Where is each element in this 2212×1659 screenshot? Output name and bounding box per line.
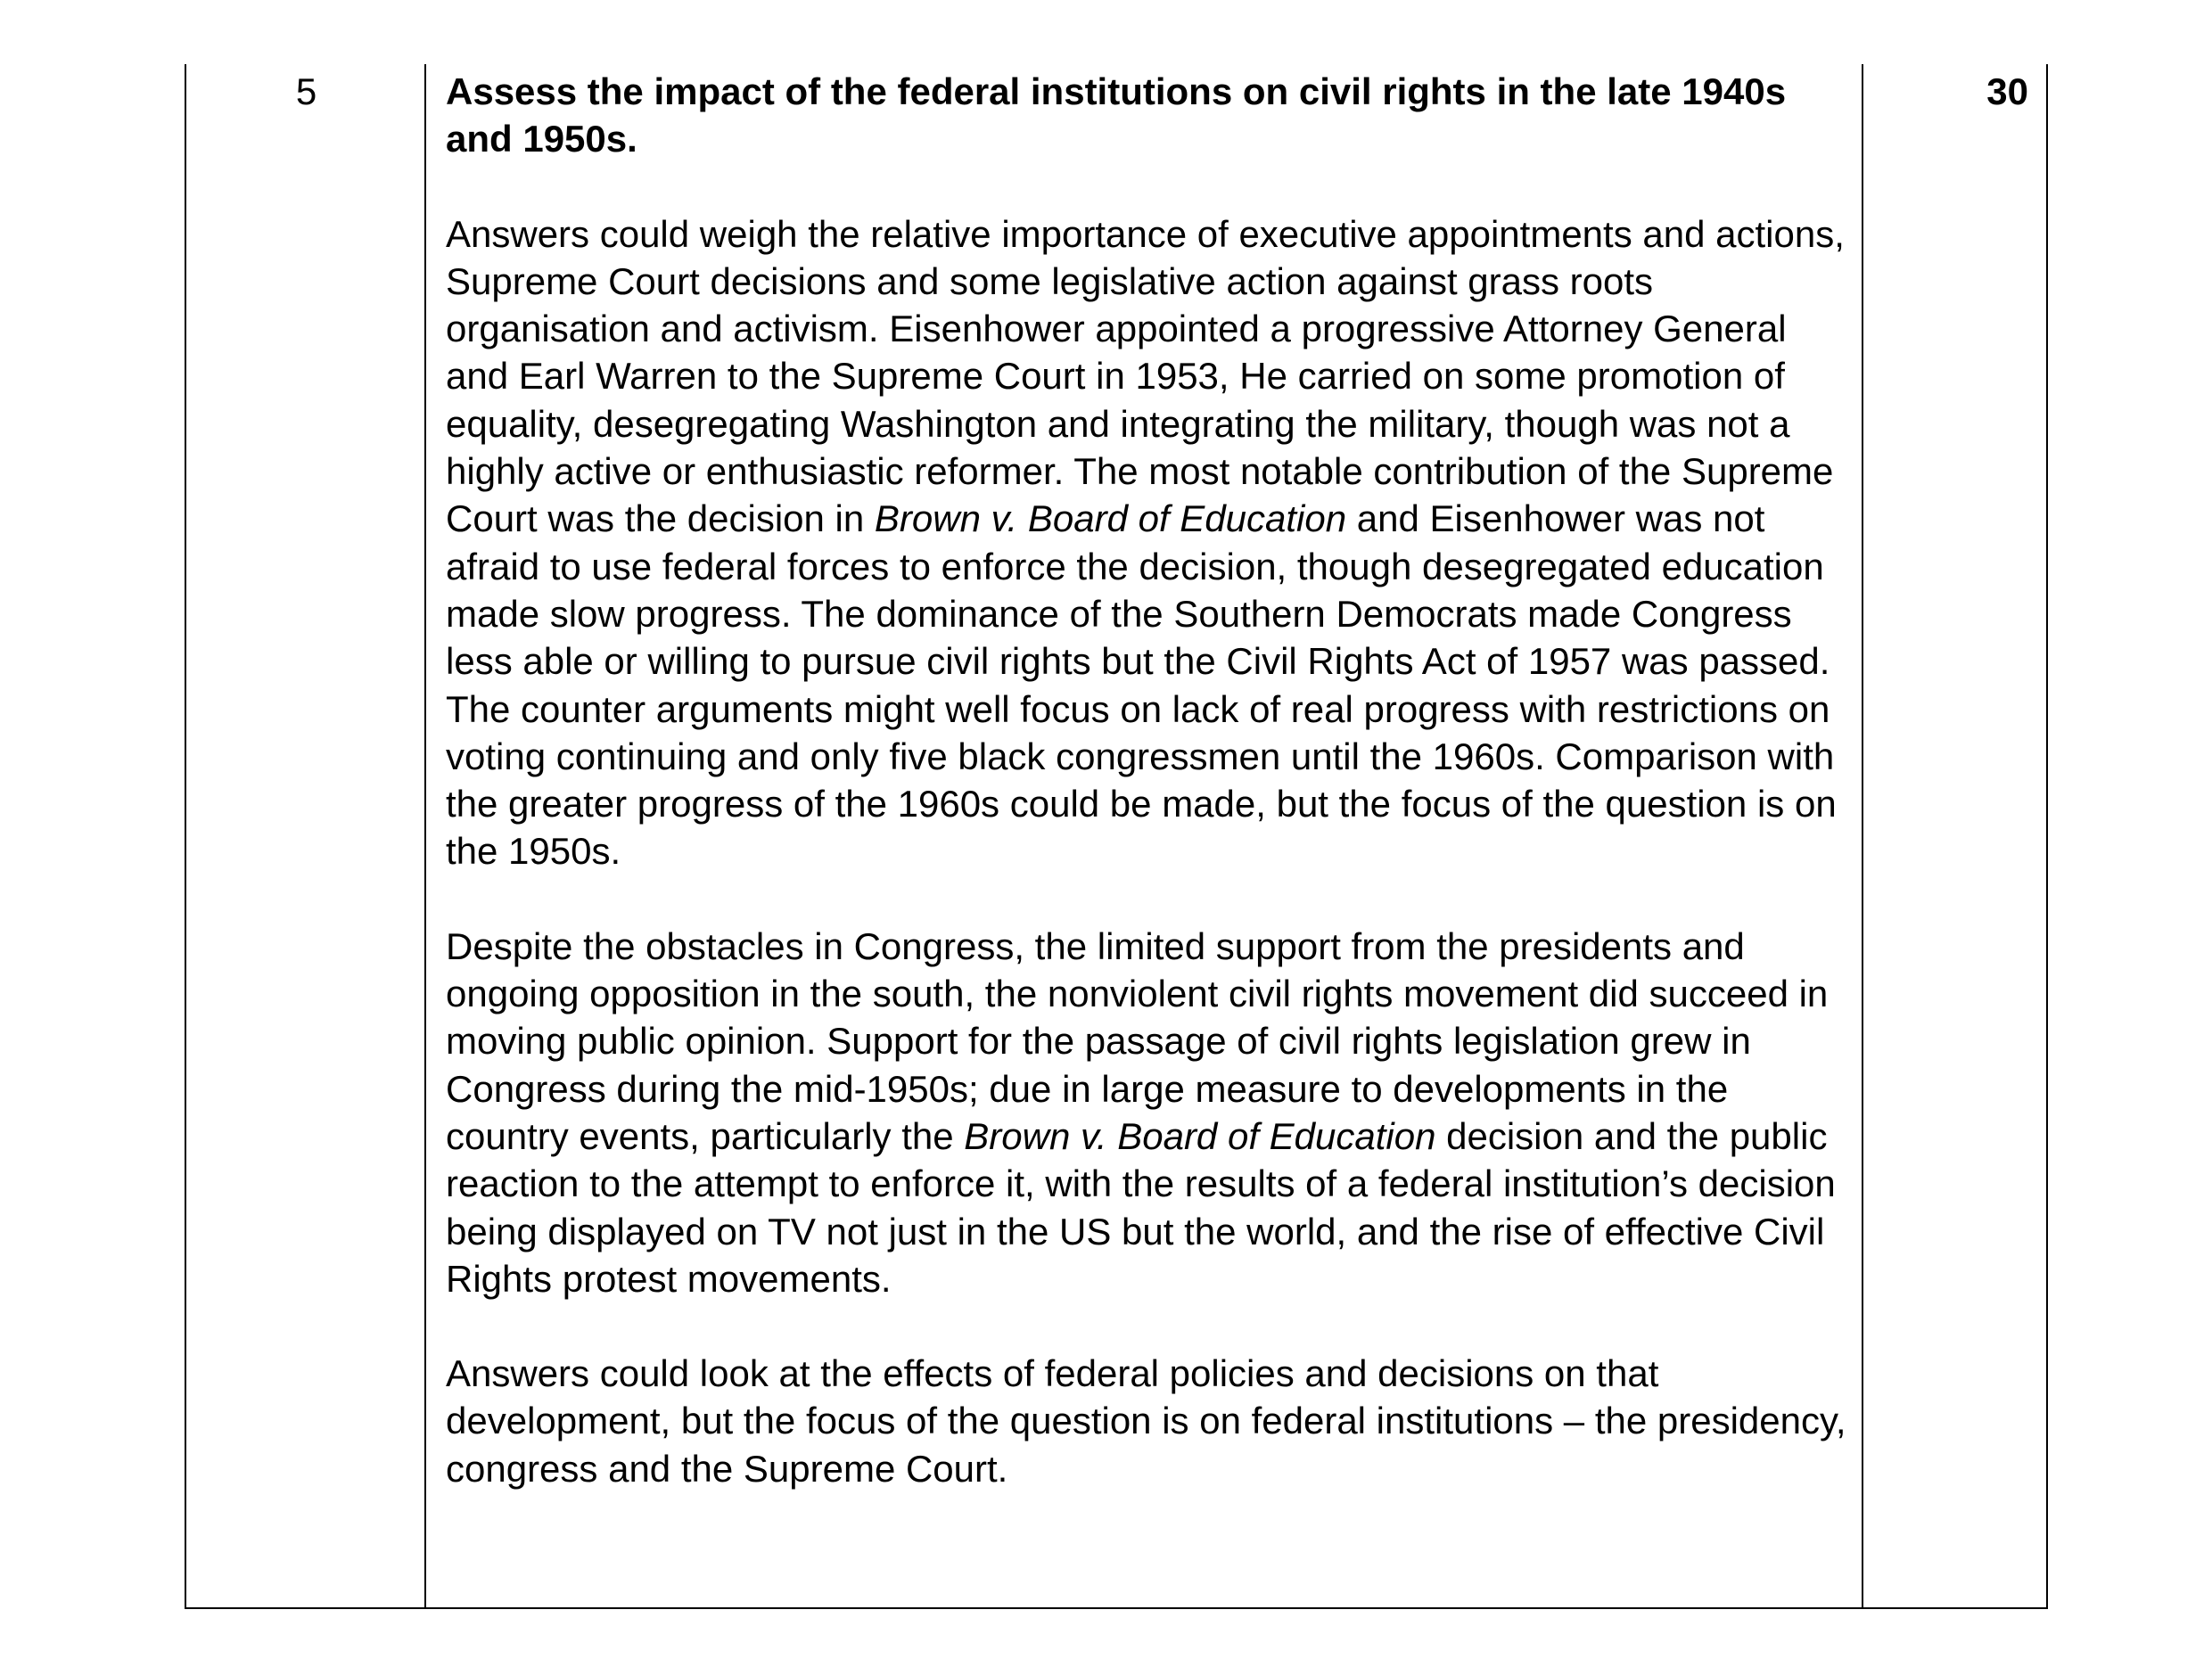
guidance-paragraph-1 [446,210,1854,875]
guidance-text: and Eisenhower was not afraid to use federal forces to enforce the decision, though desegregated education made slow progress. The dominance of the Southern Democrats made Congress less able or willing to pursue civil rights but the Civil Rights Act of 1957 was passed. The counter arguments might well focus on lack of real progress with restrictions on voting continuing and only five black congressmen until the 1960s. Comparison with the greater progress of the 1960s could be made, but the focus of the question is on the 1950s. [446,497,1837,873]
guidance-text: decision and the public reaction to the attempt to enforce it, with the results of a federal institution’s decision being displayed on TV not just in the US but the world, and the rise of effective Civil Rights protest movements. [446,1114,1836,1300]
question-number-cell [186,64,426,1607]
answer-guidance [446,68,1854,1492]
case-name: Brown v. Board of Education [874,497,1347,540]
case-name: Brown v. Board of Education [964,1114,1436,1157]
marks-value: 30 [1986,70,2028,112]
guidance-text: Answers could weigh the relative importance of executive appointments and actions, Supreme Court decisions and some legislative action against grass roots organisation and activism. Eisenhower appointed a progressive Attorney General and Earl Warren to the Supreme Court in 1953, He carried on some promotion of equality, desegregating Washington and integrating the military, though was not a highly active or enthusiastic reformer. The most notable contribution of the Supreme Court was the decision in [446,212,1845,540]
guidance-paragraph-3 [446,1350,1854,1492]
guidance-text: Despite the obstacles in Congress, the limited support from the presidents and ongoing opposition in the south, the nonviolent civil rights movement did succeed in moving public opinion. Support for the passage of civil rights legislation grew in Congress during the mid-1950s; due in large measure to developments in the country events, particularly the [446,924,1829,1157]
question-text: Assess the impact of the federal institutions on civil rights in the late 1940s and 1950s. [446,70,1787,160]
answer-guidance-cell [426,64,1863,1607]
guidance-paragraph-2 [446,923,1854,1302]
mark-scheme-table [185,64,2048,1609]
guidance-text: Answers could look at the effects of federal policies and decisions on that development, but the focus of the question is on federal institutions – the presidency, congress and the Supreme Court. [446,1352,1846,1490]
question-number: 5 [295,70,317,112]
marks-cell [1863,64,2048,1607]
